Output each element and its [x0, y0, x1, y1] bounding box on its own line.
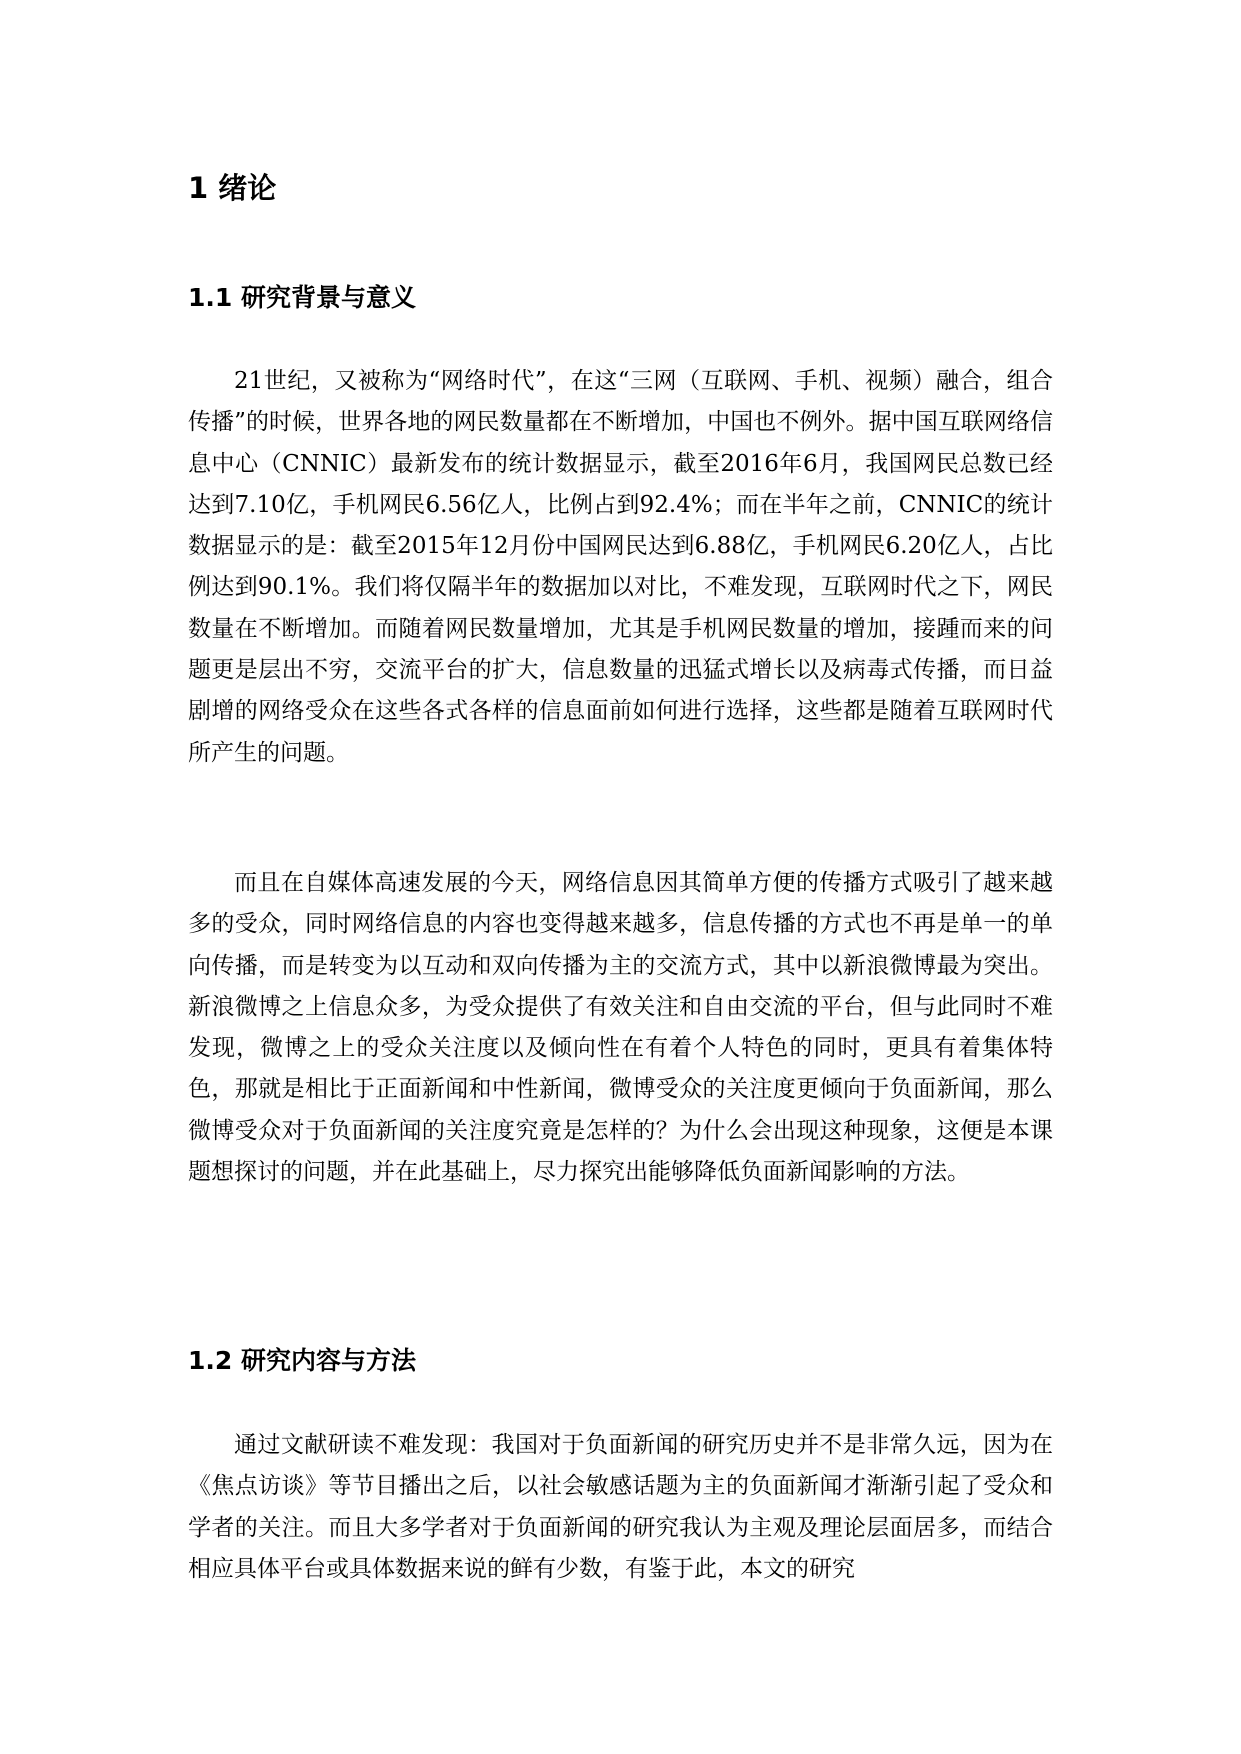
section-heading-research-background: 1.1 研究背景与意义 [188, 283, 416, 312]
chapter-title: 1 绪论 [188, 171, 277, 205]
body-paragraph: 通过文献研读不难发现：我国对于负面新闻的研究历史并不是非常久远，因为在《焦点访谈》等节目播出之后，以社会敏感话题为主的负面新闻才渐渐引起了受众和学者的关注。而且大多学者对于负面新闻的研究我认为主观及理论层面居多，而结合相应具体平台或具体数据来说的鲜有少数，有鉴于此，本文的研究 [188, 1432, 1053, 1582]
section-heading-research-content: 1.2 研究内容与方法 [188, 1346, 416, 1375]
body-paragraph: 21世纪，又被称为“网络时代”，在这“三网（互联网、手机、视频）融合，组合传播”的时候，世界各地的网民数量都在不断增加，中国也不例外。据中国互联网络信息中心（CNNIC）最新发布的统计数据显示，截至2016年6月，我国网民总数已经达到7.10亿，手机网民6.56亿人，比例占到92.4%；而在半年之前，CNNIC的统计数据显示的是：截至2015年12月份中国网民达到6.88亿，手机网民6.20亿人，占比例达到90.1%。我们将仅隔半年的数据加以对比，不难发现，互联网时代之下，网民数量在不断增加。而随着网民数量增加，尤其是手机网民数量的增加，接踵而来的问题更是层出不穷，交流平台的扩大，信息数量的迅猛式增长以及病毒式传播，而日益剧增的网络受众在这些各式各样的信息面前如何进行选择，这些都是随着互联网时代所产生的问题。 [188, 368, 1053, 766]
body-paragraph: 而且在自媒体高速发展的今天，网络信息因其简单方便的传播方式吸引了越来越多的受众，同时网络信息的内容也变得越来越多，信息传播的方式也不再是单一的单向传播，而是转变为以互动和双向传播为主的交流方式，其中以新浪微博最为突出。新浪微博之上信息众多，为受众提供了有效关注和自由交流的平台，但与此同时不难发现，微博之上的受众关注度以及倾向性在有着个人特色的同时，更具有着集体特色，那就是相比于正面新闻和中性新闻，微博受众的关注度更倾向于负面新闻，那么微博受众对于负面新闻的关注度究竟是怎样的？为什么会出现这种现象，这便是本课题想探讨的问题，并在此基础上，尽力探究出能够降低负面新闻影响的方法。 [188, 870, 1053, 1186]
